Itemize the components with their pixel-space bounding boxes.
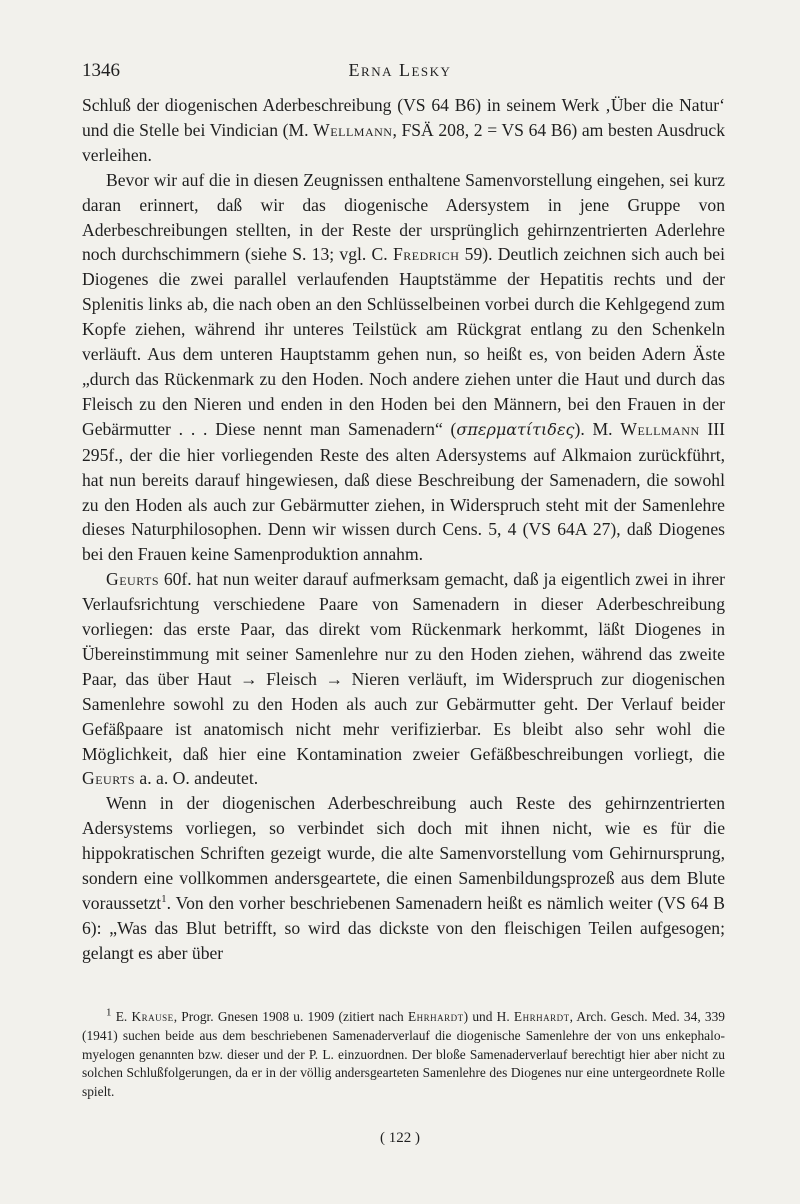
text-run: , Arch. Gesch. Med. 34, 339 (1941) suchen beide aus dem beschriebenen Samenaderverlauf die diogenische Samenlehre der von uns enkephalo-myelogen genannten bzw. dieser und der P. L. einzuordnen. Der bloße Samenaderverlauf berechtigt hier aber nicht zu solchen Schlußfolgerungen, da er in der völlig andersgearteten Samenlehre des Diogenes nur eine untergeordnete Rolle spielt. bbox=[82, 1009, 725, 1100]
author-name: Fredrich bbox=[392, 244, 460, 265]
paragraph bbox=[82, 791, 725, 965]
author-name: Wellmann bbox=[313, 119, 393, 140]
footnote bbox=[82, 1008, 725, 1102]
paragraph bbox=[82, 567, 725, 791]
folio-number: ( 122 ) bbox=[380, 1130, 420, 1146]
author-name: Geurts bbox=[106, 569, 159, 590]
footnote-marker: 1 bbox=[106, 1006, 112, 1019]
running-head: Erna Lesky bbox=[348, 60, 452, 80]
text-run: Schluß der diogenischen Aderbeschreibung (VS 64 B6) in seinem Werk ‚Über die Natur‘ und die Stelle bei Vindician (M. bbox=[82, 95, 725, 140]
main-text bbox=[82, 93, 725, 966]
text-run: 60f. hat nun weiter darauf aufmerksam gemacht, daß ja eigentlich zwei in ihrer Verlaufsrichtung verschiedene Paare von Samenadern in dieser Aderbeschreibung vorliegen: das erste Paar, das direkt vom Rückenmark herkommt, läßt Diogenes in Übereinstimmung mit seiner Samenlehre nur zu den Hoden ziehen, während das zweite Paar, das über Haut → Fleisch → Nieren verläuft, im Widerspruch zur diogenischen Samenlehre sowohl zu den Hoden als auch zur Gebärmutter geht. Der Verlauf beider Gefäßpaare ist anatomisch nicht mehr verifizierbar. Es bleibt also sehr wohl die Möglichkeit, daß hier eine Kontamination zweier Gefäßbeschreibungen vorliegt, die bbox=[82, 569, 725, 764]
text-run: ) und H. bbox=[463, 1009, 514, 1024]
paragraph bbox=[82, 93, 725, 168]
paragraph bbox=[82, 168, 725, 568]
text-run: Bevor wir auf die in diesen Zeugnissen enthaltene Samenvorstellung eingehen, sei kurz daran erinnert, daß wir das diogenische Adersystem in jene Gruppe von Aderbeschreibungen stellten, in der Reste der ursprünglich gehirnzentrierten Aderlehre noch durchschimmern (siehe S. 13; vgl. C. bbox=[82, 169, 725, 265]
text-run: a. a. O. andeutet. bbox=[135, 768, 259, 789]
page-header bbox=[82, 60, 718, 88]
text-run: III 295f., der die hier vorliegenden Reste des alten Adersystems auf Alkmaion zurückführt, hat nun bereits darauf hingewiesen, daß diese Beschreibung der Samenadern, die sowohl zu den Hoden als auch zur Gebärmutter ziehen, in Widerspruch steht mit der Samenlehre dieses Naturphilosophen. Denn wir wissen durch Cens. 5, 4 (VS 64A 27), daß Diogenes bei den Frauen keine Samenproduktion annahm. bbox=[82, 418, 725, 565]
text-run: ). M. bbox=[574, 418, 621, 439]
author-name: Ehrhardt bbox=[513, 1009, 570, 1024]
footnote-marker: 1 bbox=[161, 893, 167, 906]
author-name: Wellmann bbox=[620, 418, 700, 439]
text-run: . Von den vorher beschriebenen Samenadern heißt es nämlich weiter (VS 64 B 6): „Was das Blut betrifft, so wird das dickste von den fleischigen Teilen aufgesogen; gelangt es aber über bbox=[82, 893, 725, 963]
text-run: 59). Deutlich zeichnen sich auch bei Diogenes die zwei parallel verlaufenden Hauptstämme der Hepatitis rechts und der Splenitis links ab, die nach oben an den Schlüsselbeinen vorbei durch die Kehlgegend zum Kopfe ziehen, während ihr unteres Teilstück am Rückgrat entlang zu den Schenkeln verläuft. Aus dem unteren Hauptstamm gehen nun, so heißt es, von beiden Adern Äste „durch das Rückenmark zu den Hoden. Noch andere ziehen unter die Haut und durch das Fleisch zu den Nieren und enden in den Hoden bei den Männern, bei den Frauen in der Gebärmutter . . . Diese nennt man Samenadern“ ( bbox=[82, 244, 725, 439]
text-run: Wenn in der diogenischen Aderbeschreibung auch Reste des gehirnzentrierten Adersystems vorliegen, so verbindet sich doch mit ihnen nicht, wie es für die hippokratischen Schriften gezeigt wurde, die alte Samenvorstellung vom Gehirnursprung, sondern eine vollkommen andersgeartete, die einen Samenbildungsprozeß aus dem Blute voraussetzt bbox=[82, 793, 725, 913]
text-run: , Progr. Gnesen 1908 u. 1909 (zitiert nach bbox=[173, 1009, 408, 1024]
greek-term: σπερματίτιδες bbox=[456, 419, 575, 439]
text-run: , FSÄ 208, 2 = VS 64 B6) am besten Ausdruck verleihen. bbox=[82, 119, 726, 165]
text-run: E. bbox=[111, 1009, 132, 1024]
footnotes bbox=[82, 1008, 725, 1102]
author-name: Krause bbox=[131, 1009, 174, 1024]
page-number: 1346 bbox=[82, 60, 120, 81]
author-name: Ehrhardt bbox=[407, 1009, 464, 1024]
author-name: Geurts bbox=[82, 768, 135, 789]
